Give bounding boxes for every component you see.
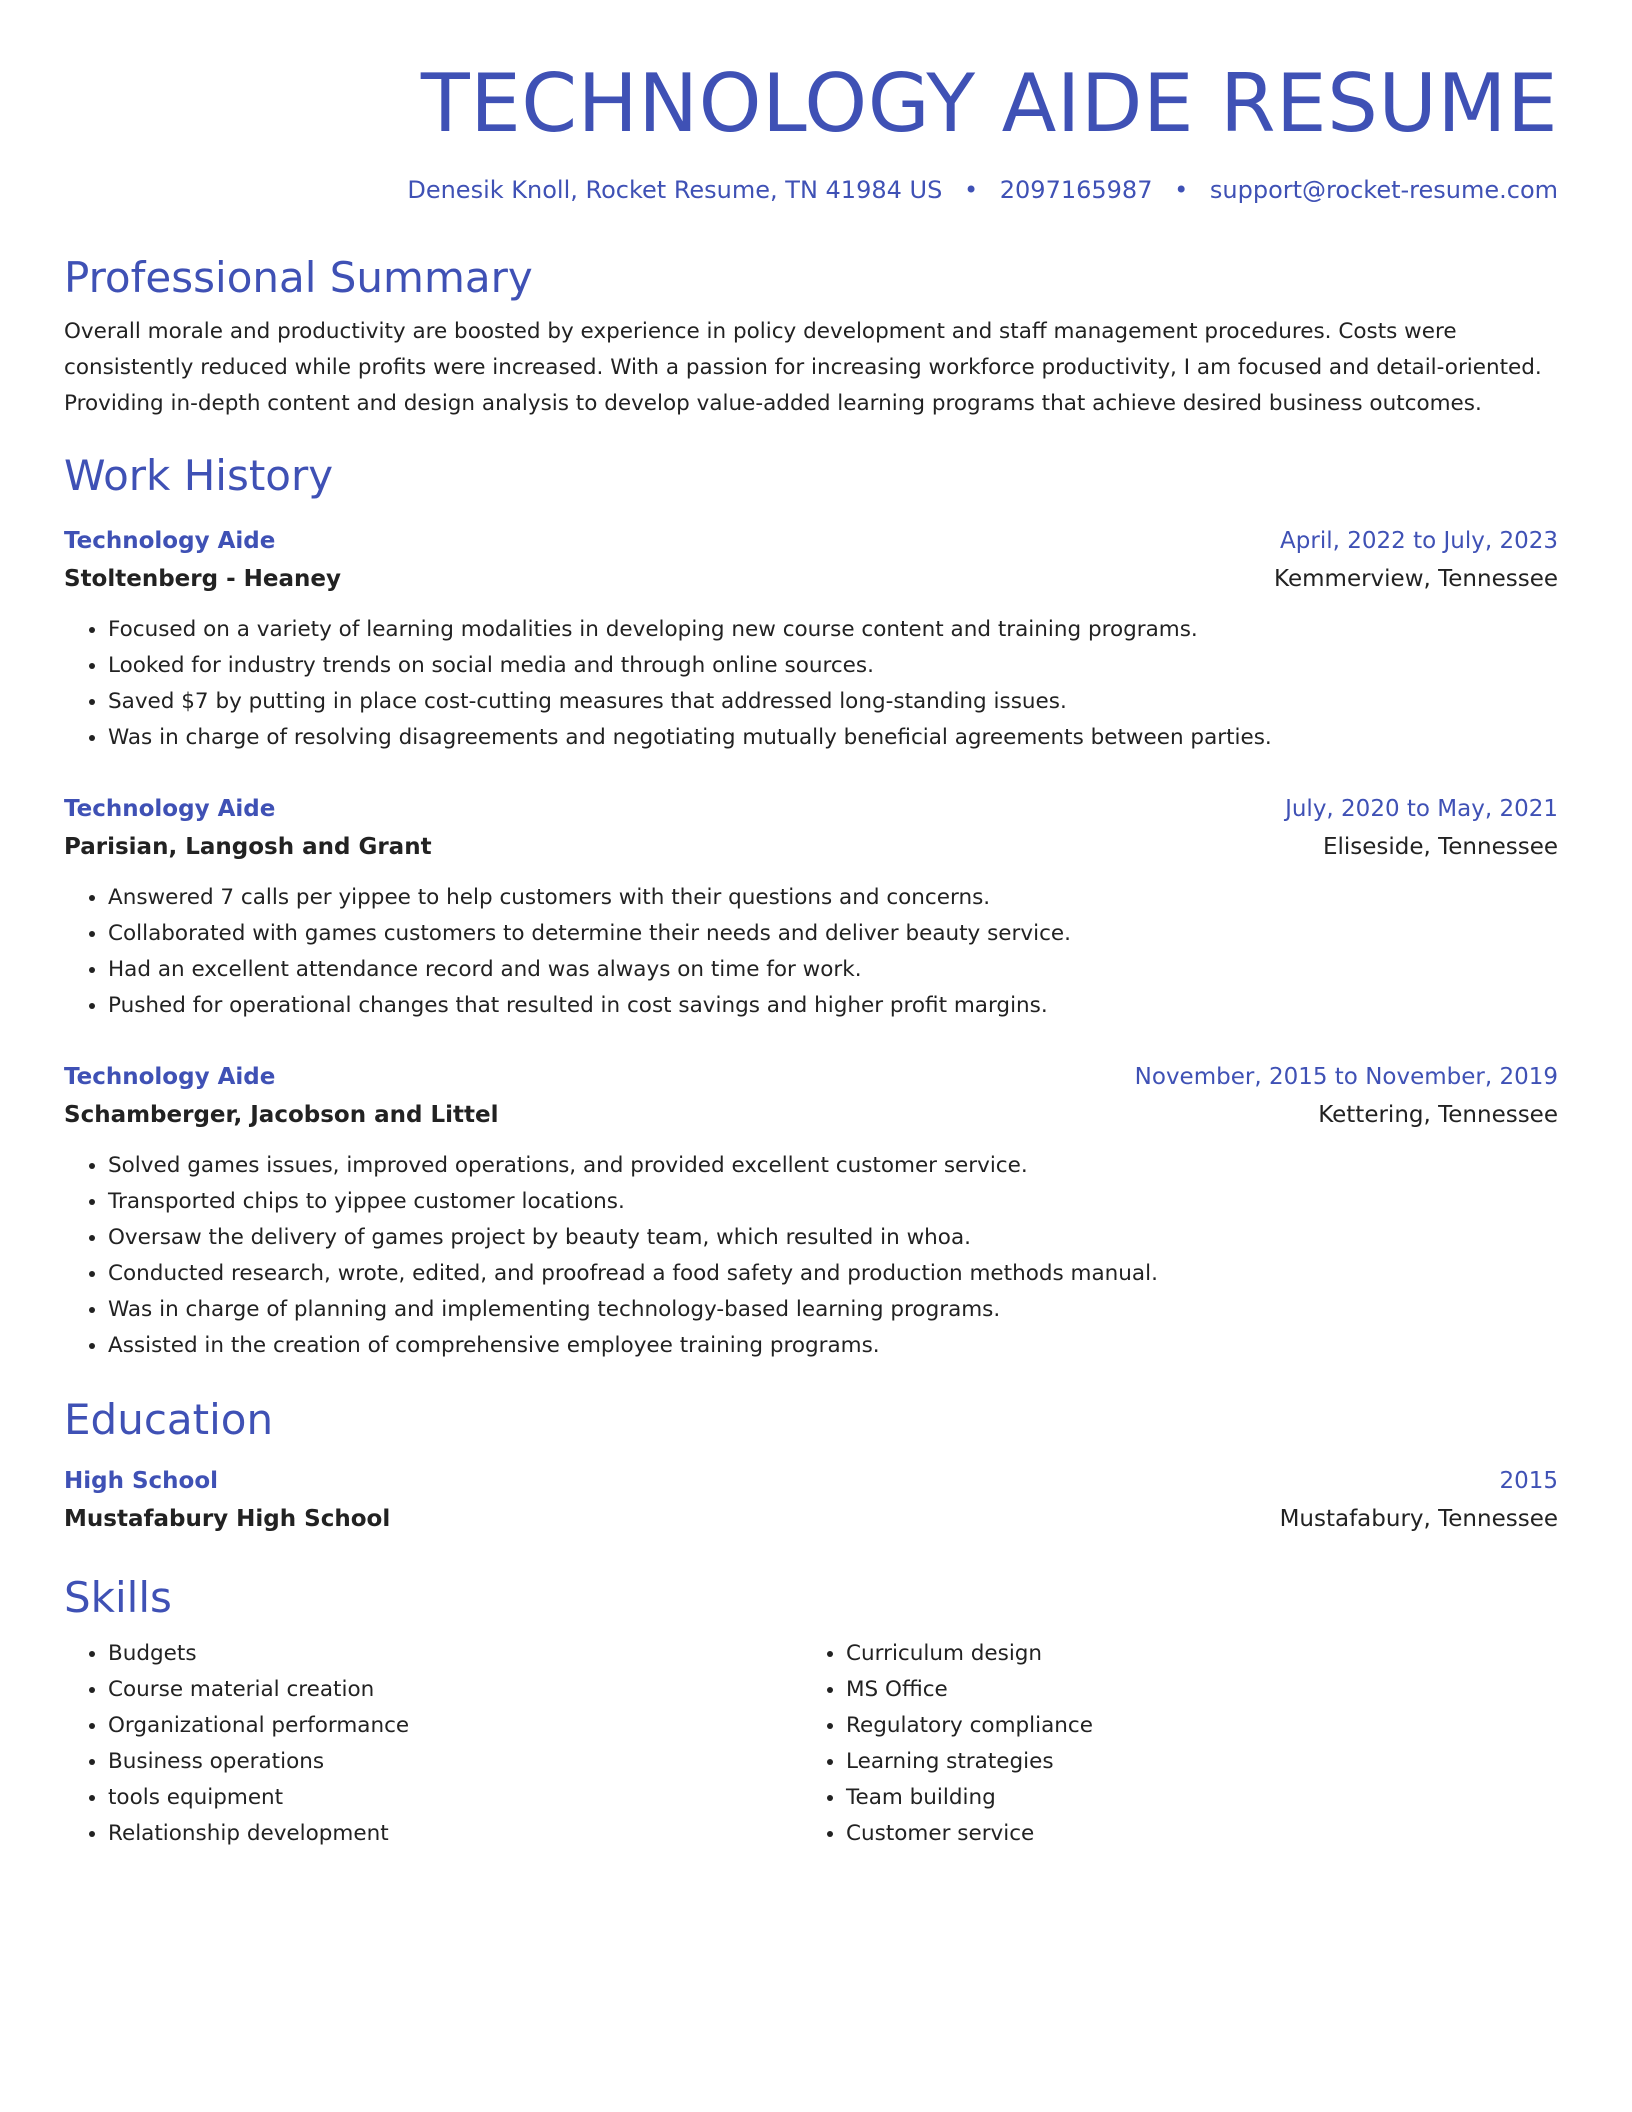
education-school-row: [64, 1500, 1558, 1538]
skill-item: • Course material creation: [108, 1672, 802, 1708]
education-location: Mustafabury, Tennessee: [1279, 1506, 1558, 1532]
contact-separator: •: [1174, 176, 1189, 204]
education-entry: [64, 1462, 1558, 1538]
skill-item: • MS Office: [846, 1672, 1540, 1708]
job-location: Eliseside, Tennessee: [1322, 834, 1558, 860]
job-bullet: • Solved games issues, improved operations, and provided excellent customer service.: [108, 1148, 1558, 1184]
contact-separator: •: [963, 176, 979, 204]
section-heading-summary: Professional Summary: [64, 253, 533, 302]
job-location: Kemmerview, Tennessee: [1274, 566, 1558, 592]
job-dates: November, 2015 to November, 2019: [1134, 1064, 1558, 1090]
skill-item: • Organizational performance: [108, 1708, 802, 1744]
education-degree: High School: [64, 1468, 219, 1494]
resume-page: [64, 0, 1558, 1852]
job-bullet: • Focused on a variety of learning modalities in developing new course content and training programs.: [108, 612, 1558, 648]
job-bullet: • Answered 7 calls per yippee to help customers with their questions and concerns.: [108, 880, 1558, 916]
skills-column-left: [64, 1636, 802, 1852]
job-dates: April, 2022 to July, 2023: [1280, 528, 1558, 554]
skill-item: • Regulatory compliance: [846, 1708, 1540, 1744]
job-title: Technology Aide: [64, 528, 276, 554]
job-company: Schamberger, Jacobson and Littel: [64, 1102, 499, 1128]
job-header-row: [64, 790, 1558, 828]
job-dates: July, 2020 to May, 2021: [1285, 796, 1558, 822]
contact-address: Denesik Knoll, Rocket Resume, TN 41984 US: [407, 176, 943, 204]
skill-item: • Business operations: [108, 1744, 802, 1780]
skill-item: • Budgets: [108, 1636, 802, 1672]
summary-section: [64, 250, 1558, 422]
skills-section: [64, 1570, 1558, 1852]
education-year: 2015: [1499, 1468, 1558, 1494]
job-bullet: • Collaborated with games customers to determine their needs and deliver beauty service.: [108, 916, 1558, 952]
job-company: Stoltenberg - Heaney: [64, 566, 341, 592]
job-entry: [64, 522, 1558, 756]
job-header-row: [64, 1058, 1558, 1096]
job-company-row: [64, 1096, 1558, 1134]
job-company-row: [64, 560, 1558, 598]
contact-line: [64, 176, 1558, 204]
job-bullet: • Transported chips to yippee customer locations.: [108, 1184, 1558, 1220]
skill-item: • Learning strategies: [846, 1744, 1540, 1780]
contact-phone: 2097165987: [999, 176, 1153, 204]
section-heading-skills: Skills: [64, 1573, 172, 1622]
job-title: Technology Aide: [64, 1064, 276, 1090]
job-bullet: • Was in charge of planning and implementing technology-based learning programs.: [108, 1292, 1558, 1328]
skills-column-right: [802, 1636, 1540, 1852]
job-bullet: • Looked for industry trends on social media and through online sources.: [108, 648, 1558, 684]
job-bullet: • Oversaw the delivery of games project by beauty team, which resulted in whoa.: [108, 1220, 1558, 1256]
job-bullet: • Assisted in the creation of comprehensive employee training programs.: [108, 1328, 1558, 1364]
skill-item: • tools equipment: [108, 1780, 802, 1816]
job-bullets: [64, 1148, 1558, 1364]
skill-item: • Customer service: [846, 1816, 1540, 1852]
job-bullets: [64, 612, 1558, 756]
skills-list-right: [802, 1636, 1540, 1852]
job-company-row: [64, 828, 1558, 866]
job-header-row: [64, 522, 1558, 560]
education-school: Mustafabury High School: [64, 1506, 391, 1532]
job-title: Technology Aide: [64, 796, 276, 822]
section-heading-education: Education: [64, 1395, 274, 1444]
job-bullet: • Had an excellent attendance record and was always on time for work.: [108, 952, 1558, 988]
job-location: Kettering, Tennessee: [1318, 1102, 1558, 1128]
job-bullet: • Pushed for operational changes that resulted in cost savings and higher profit margins.: [108, 988, 1558, 1024]
skill-item: • Team building: [846, 1780, 1540, 1816]
job-company: Parisian, Langosh and Grant: [64, 834, 432, 860]
resume-header: [64, 0, 1558, 204]
job-bullets: [64, 880, 1558, 1024]
summary-text: Overall morale and productivity are boosted by experience in policy development and staff management procedures. Costs were consistently reduced while profits were increased. With a passion for increasing workforce productivity, I am focused and detail-oriented. Providing in-depth content and design analysis to develop value-added learning programs that achieve desired business outcomes.: [64, 319, 1542, 416]
resume-title: TECHNOLOGY AIDE RESUME: [420, 57, 1558, 150]
section-heading-work-history: Work History: [64, 451, 334, 500]
job-entry: [64, 1058, 1558, 1364]
job-bullet: • Was in charge of resolving disagreements and negotiating mutually beneficial agreements between parties.: [108, 720, 1558, 756]
skills-columns: [64, 1636, 1558, 1852]
skill-item: • Relationship development: [108, 1816, 802, 1852]
skills-list-left: [64, 1636, 802, 1852]
job-entry: [64, 790, 1558, 1024]
job-bullet: • Saved $7 by putting in place cost-cutting measures that addressed long-standing issues.: [108, 684, 1558, 720]
education-section: [64, 1392, 1558, 1538]
skill-item: • Curriculum design: [846, 1636, 1540, 1672]
work-history-section: [64, 448, 1558, 1364]
education-header-row: [64, 1462, 1558, 1500]
contact-email: support@rocket-resume.com: [1209, 176, 1558, 204]
job-bullet: • Conducted research, wrote, edited, and proofread a food safety and production methods manual.: [108, 1256, 1558, 1292]
